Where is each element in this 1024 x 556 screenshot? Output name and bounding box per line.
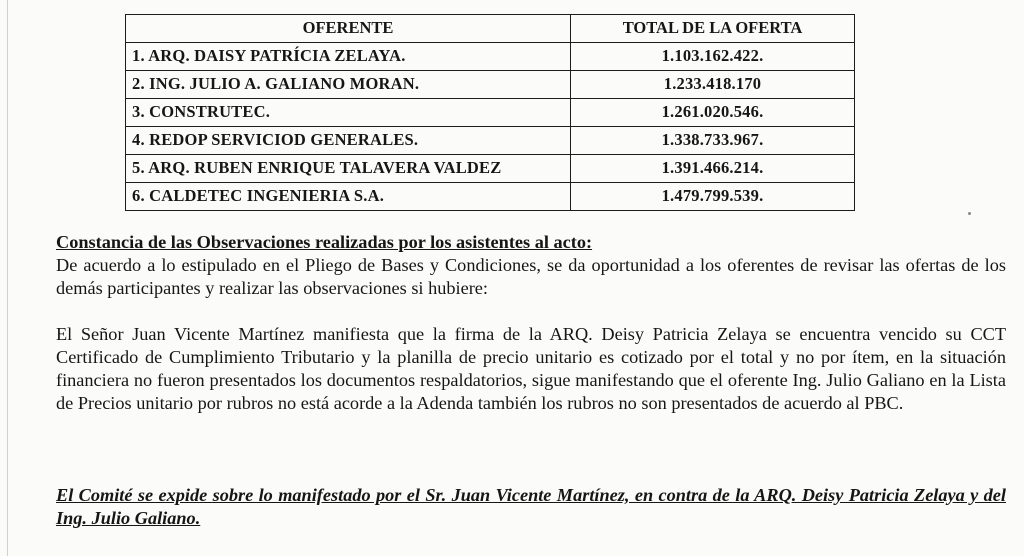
offer-name-cell: 1. ARQ. DAISY PATRÍCIA ZELAYA. bbox=[126, 43, 571, 71]
offer-total-cell: 1.479.799.539. bbox=[571, 183, 855, 211]
offer-total-cell: 1.103.162.422. bbox=[571, 43, 855, 71]
committee-conclusion: El Comité se expide sobre lo manifestado por el Sr. Juan Vicente Martínez, en contra de la ARQ. Deisy Patricia Zelaya y del Ing. Julio Galiano. bbox=[56, 485, 1006, 528]
observations-heading: Constancia de las Observaciones realizadas por los asistentes al acto: bbox=[56, 232, 593, 252]
table-header-row bbox=[126, 15, 855, 43]
offer-total-cell: 1.233.418.170 bbox=[571, 71, 855, 99]
offer-total-cell: 1.338.733.967. bbox=[571, 127, 855, 155]
scan-speck bbox=[968, 212, 971, 215]
offer-name-cell: 4. REDOP SERVICIOD GENERALES. bbox=[126, 127, 571, 155]
procedure-paragraph: De acuerdo a lo estipulado en el Pliego de Bases y Condiciones, se da oportunidad a los oferentes de revisar las ofertas de los demás participantes y realizar las observaciones si hubiere: bbox=[56, 255, 1006, 298]
column-header-total: TOTAL DE LA OFERTA bbox=[571, 15, 855, 43]
page-edge-line bbox=[7, 0, 8, 556]
offer-total-cell: 1.261.020.546. bbox=[571, 99, 855, 127]
offer-name-cell: 2. ING. JULIO A. GALIANO MORAN. bbox=[126, 71, 571, 99]
table-row bbox=[126, 127, 855, 155]
table-row bbox=[126, 183, 855, 211]
offer-name-cell: 5. ARQ. RUBEN ENRIQUE TALAVERA VALDEZ bbox=[126, 155, 571, 183]
observation-paragraph: El Señor Juan Vicente Martínez manifiesta que la firma de la ARQ. Deisy Patricia Zelaya se encuentra vencido su CCT Certificado de Cumplimiento Tributario y la planilla de precio unitario es cotizado por el total y no por ítem, en la situación financiera no fueron presentados los documentos respaldatorios, sigue manifestando que el oferente Ing. Julio Galiano en la Lista de Precios unitario por rubros no está acorde a la Adenda también los rubros no son presentados de acuerdo al PBC. bbox=[56, 324, 1006, 413]
offer-name-cell: 3. CONSTRUTEC. bbox=[126, 99, 571, 127]
column-header-oferente: OFERENTE bbox=[126, 15, 571, 43]
table-row bbox=[126, 155, 855, 183]
table-row bbox=[126, 43, 855, 71]
table-row bbox=[126, 99, 855, 127]
table-row bbox=[126, 71, 855, 99]
offer-total-cell: 1.391.466.214. bbox=[571, 155, 855, 183]
offers-table bbox=[125, 14, 855, 211]
offer-name-cell: 6. CALDETEC INGENIERIA S.A. bbox=[126, 183, 571, 211]
